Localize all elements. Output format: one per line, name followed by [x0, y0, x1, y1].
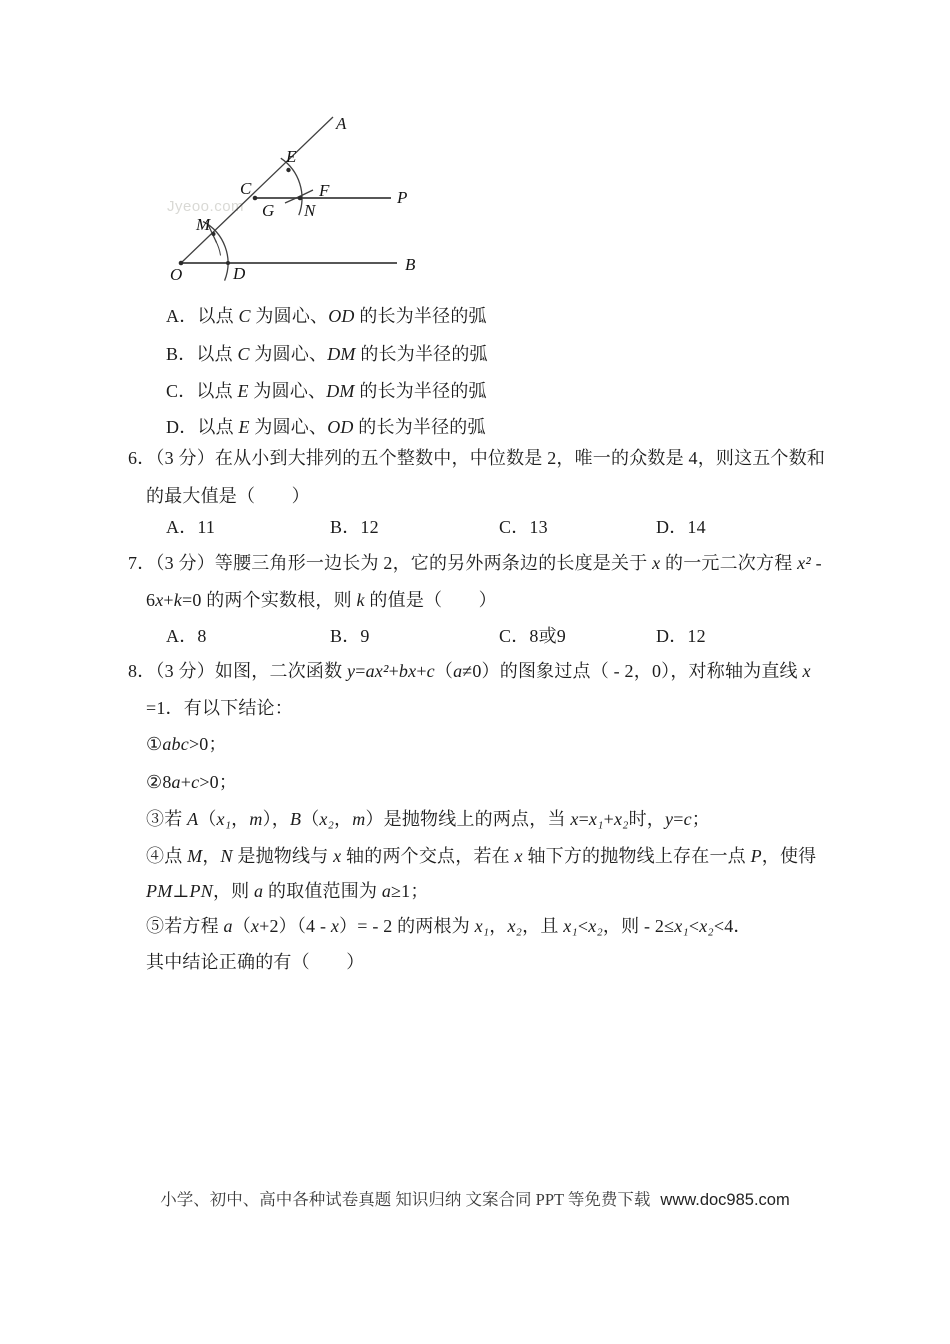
question7-option-a: A．8 — [166, 626, 207, 646]
question5-option-b: B．以点 C 为圆心、DM 的长为半径的弧 — [166, 344, 488, 364]
watermark: Jyeoo.com — [167, 198, 245, 215]
question7-option-b: B．9 — [330, 626, 370, 646]
figure-label-M: M — [196, 215, 211, 234]
figure-label-F: F — [319, 181, 330, 200]
figure-label-G: G — [262, 201, 275, 220]
question8-line-2: =1．有以下结论： — [146, 698, 293, 718]
point-E — [286, 168, 290, 172]
figure-label-B: B — [405, 255, 416, 274]
question8-line-1: 8．（3 分）如图，二次函数 y=ax²+bx+c（a≠0）的图象过点（ - 2，0），对称轴为直线 x — [128, 661, 811, 681]
question6-line-2: 的最大值是（ ） — [146, 486, 310, 506]
question5-option-c: C．以点 E 为圆心、DM 的长为半径的弧 — [166, 381, 487, 401]
figure-label-E: E — [286, 147, 297, 166]
arc-fragment-near-D — [216, 241, 221, 256]
question8-conclusion-5: ⑤若方程 a（x+2）（4 - x）= - 2 的两根为 x₁，x₂，且 x₁<x₂，则 - 2≤x₁<x₂<4． — [146, 916, 752, 936]
question8-conclusion-2: ②8a+c>0； — [146, 772, 238, 792]
figure-label-A: A — [336, 114, 347, 133]
point-C — [253, 196, 258, 201]
question6-line-1: 6．（3 分）在从小到大排列的五个整数中，中位数是 2，唯一的众数是 4，则这五个数和 — [128, 448, 826, 468]
question6-option-c: C．13 — [499, 517, 548, 537]
question7-line-1: 7．（3 分）等腰三角形一边长为 2，它的另外两条边的长度是关于 x 的一元二次方程 x² - — [128, 553, 827, 573]
footer-site-url: www.doc985.com — [660, 1191, 790, 1209]
point-N — [298, 196, 303, 201]
question5-option-d: D．以点 E 为圆心、OD 的长为半径的弧 — [166, 417, 486, 437]
question8-conclusion-3: ③若 A（x₁，m），B（x₂，m）是抛物线上的两点，当 x=x₁+x₂时，y=c； — [146, 809, 710, 829]
arc-center-C — [281, 158, 302, 215]
question8-conclusion-1: ①abc>0； — [146, 734, 227, 754]
question5-option-a: A．以点 C 为圆心、OD 的长为半径的弧 — [166, 306, 487, 326]
footer-text: 小学、初中、高中各种试卷真题 知识归纳 文案合同 PPT 等免费下载 — [160, 1190, 651, 1209]
figure-label-O: O — [170, 265, 183, 284]
question8-conclusion-4-line-2: PM⊥PN，则 a 的取值范围为 a≥1； — [146, 881, 429, 901]
question6-option-b: B．12 — [330, 517, 379, 537]
question7-option-d: D．12 — [656, 626, 706, 646]
ray-OA — [181, 117, 333, 263]
question7-option-c: C．8或9 — [499, 626, 567, 646]
question7-line-2: 6x+k=0 的两个实数根，则 k 的值是（ ） — [146, 590, 497, 610]
page-footer — [0, 1186, 950, 1210]
question8-conclusion-4-line-1: ④点 M，N 是抛物线与 x 轴的两个交点，若在 x 轴下方的抛物线上存在一点 P，使得 — [146, 846, 817, 866]
point-M — [212, 232, 216, 236]
figure-label-D: D — [233, 264, 246, 283]
figure-label-P: P — [397, 188, 408, 207]
figure-label-N: N — [304, 201, 316, 220]
figure-label-C: C — [240, 179, 252, 198]
question6-option-a: A．11 — [166, 517, 216, 537]
question8-closing-line: 其中结论正确的有（ ） — [146, 952, 365, 972]
question6-option-d: D．14 — [656, 517, 706, 537]
point-D — [226, 261, 230, 265]
